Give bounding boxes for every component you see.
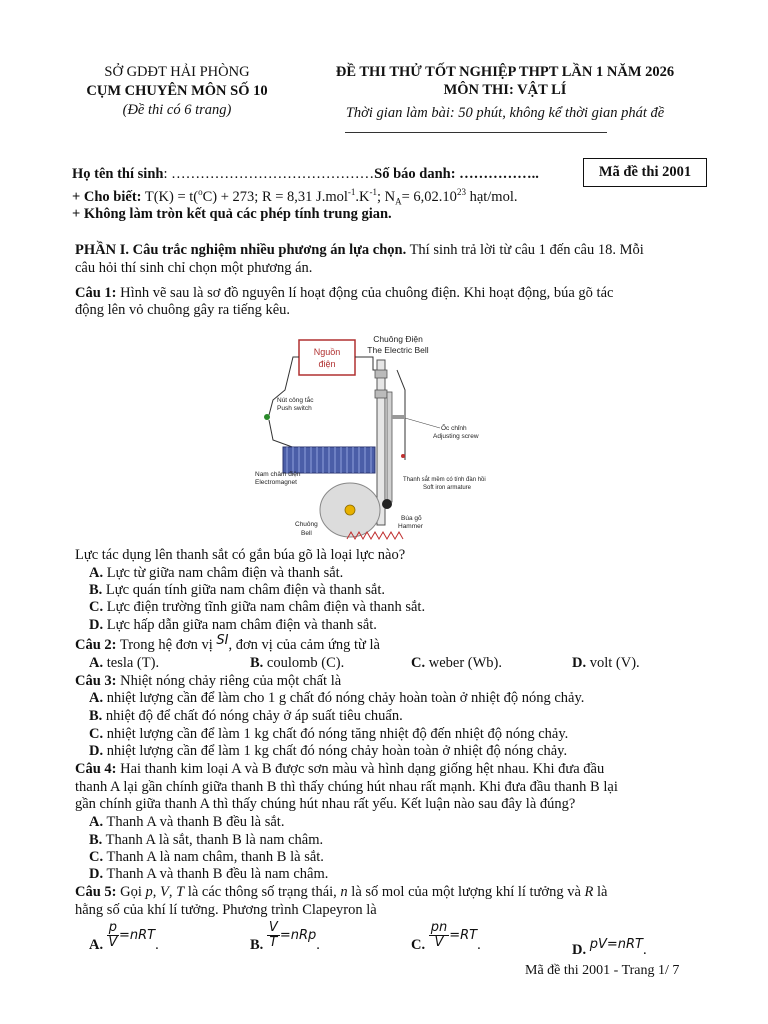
- option-key: D.: [572, 655, 587, 671]
- bell-title-en: The Electric Bell: [367, 345, 429, 355]
- option-text: nhiệt lượng cần để làm 1 kg chất đó nóng chảy hoàn toàn ở nhiệt độ nóng chảy.: [103, 743, 568, 759]
- armature-marker: [401, 454, 405, 458]
- option-key: B.: [89, 708, 103, 724]
- post-bolt: [375, 390, 387, 398]
- option-key: C.: [89, 599, 104, 615]
- equation-rhs: =RT: [449, 927, 478, 943]
- q1-option-d: [89, 617, 377, 634]
- wire: [269, 420, 295, 450]
- option-key: A.: [89, 690, 104, 706]
- q1-option-b: [89, 582, 385, 599]
- si-symbol: SI: [216, 633, 229, 648]
- power-label: Nguồn: [313, 347, 341, 357]
- push-switch-label: Nút công tắc: [277, 397, 314, 404]
- page-footer: Mã đề thi 2001 - Trang 1/ 7: [525, 963, 680, 978]
- armature-label: Thanh sắt mềm có tính đàn hồi: [403, 477, 486, 483]
- q1-text: Hình vẽ sau là sơ đồ nguyên lí hoạt động của chuông điện. Khi hoạt động, búa gõ tác: [116, 285, 614, 301]
- time-note: Thời gian làm bài: 50 phút, không kể thời gian phát đề: [345, 105, 665, 121]
- option-end: .: [155, 936, 159, 953]
- option-text: Thanh A là nam châm, thanh B là sắt.: [103, 849, 324, 865]
- option-key: D.: [89, 743, 104, 759]
- numerator: V: [268, 920, 278, 935]
- q3-stem: [75, 673, 341, 690]
- given-text: hạt/mol.: [465, 188, 518, 205]
- bell-title: Chuông Điện: [373, 334, 423, 344]
- name-dots: : ……………………………………: [163, 166, 375, 182]
- equation-rhs: =nRT: [119, 927, 156, 943]
- q5-text: ,: [168, 884, 177, 900]
- q5-text: ,: [152, 884, 160, 900]
- option-key: C.: [411, 936, 426, 953]
- pointer-line: [405, 418, 440, 428]
- q2-label: Câu 2:: [75, 637, 117, 653]
- q4-stem-2: thanh A lại gần chính giữa thanh B thì thấy chúng hút nhau rất mạnh. Khi đưa đầu thanh B lại: [75, 779, 618, 795]
- fraction: [107, 921, 119, 950]
- option-text: Lực điện trường tĩnh giữa nam châm điện và thanh sắt.: [103, 599, 426, 615]
- given-text: .K: [355, 188, 370, 205]
- denominator: T: [269, 935, 278, 950]
- q5-text: Gọi: [116, 884, 146, 900]
- part1-desc-2: câu hỏi thí sinh chỉ chọn một phương án.: [75, 260, 313, 276]
- option-text: nhiệt lượng cần để làm cho 1 g chất đó nóng chảy hoàn toàn ở nhiệt độ nóng chảy.: [103, 690, 585, 706]
- q2-option-d: [572, 655, 640, 672]
- option-text: Lực hấp dẫn giữa nam châm điện và thanh sắt.: [103, 617, 377, 633]
- q1-label: Câu 1:: [75, 285, 117, 301]
- q5-text: là: [593, 884, 608, 900]
- fraction: [429, 921, 450, 950]
- q5-option-c: [411, 920, 481, 953]
- exam-title: ĐỀ THI THỬ TỐT NGHIỆP THPT LẦN 1 NĂM 2026: [335, 64, 675, 80]
- part1-heading: PHẦN I. Câu trắc nghiệm nhiều phương án lựa chọn.: [75, 242, 407, 258]
- option-end: .: [643, 942, 647, 958]
- given-sup: -1: [347, 187, 356, 197]
- q5-option-b: [250, 920, 320, 953]
- q5-label: Câu 5:: [75, 884, 117, 900]
- q5-stem-2: hằng số của khí lí tưởng. Phương trình Clapeyron là: [75, 902, 377, 918]
- post-bolt: [375, 370, 387, 378]
- exam-code: Mã đề thi 2001: [598, 164, 692, 180]
- q2-option-c: [411, 655, 502, 672]
- given-text: C) + 273; R = 8,31 J.mol: [202, 188, 348, 205]
- q3-text: Nhiệt nóng chảy riêng của một chất là: [116, 673, 342, 689]
- option-key: B.: [89, 832, 103, 848]
- q1-stem-1: [75, 285, 613, 302]
- option-key: B.: [250, 655, 264, 671]
- option-text: Lực từ giữa nam châm điện và thanh sắt.: [103, 565, 344, 581]
- electric-bell-diagram: [255, 330, 520, 542]
- numerator: pn: [430, 920, 448, 935]
- q2-text: Trong hệ đơn vị: [116, 637, 217, 653]
- option-end: .: [316, 936, 320, 953]
- option-key: C.: [411, 655, 426, 671]
- screw-label-en: Adjusting screw: [433, 433, 479, 440]
- dept-name: SỞ GDĐT HẢI PHÒNG: [104, 64, 250, 80]
- given-sup: -1: [369, 187, 377, 197]
- var-t: T: [176, 884, 185, 900]
- q3-option-a: [89, 690, 584, 707]
- option-text: tesla (T).: [103, 655, 160, 671]
- option-key: C.: [89, 849, 104, 865]
- option-key: A.: [89, 936, 104, 953]
- q1-option-c: [89, 599, 425, 616]
- q4-option-a: [89, 814, 284, 831]
- denominator: V: [108, 935, 118, 950]
- option-text: nhiệt lượng cần để làm 1 kg chất đó nóng tăng nhiệt độ đến nhiệt độ nóng chảy.: [103, 726, 569, 742]
- q1-stem-2: động lên vỏ chuông gây ra tiếng kêu.: [75, 302, 291, 318]
- bell-label-en: Bell: [301, 530, 312, 537]
- q3-option-d: [89, 743, 567, 760]
- q4-option-d: [89, 866, 328, 883]
- q4-option-c: [89, 849, 324, 866]
- given-line: [72, 187, 518, 207]
- q4-option-b: [89, 832, 323, 849]
- option-key: A.: [89, 814, 104, 830]
- option-key: A.: [89, 655, 104, 671]
- subject-title: MÔN THI: VẬT LÍ: [443, 82, 567, 98]
- q1-question: Lực tác dụng lên thanh sắt có gắn búa gõ là loại lực nào?: [75, 547, 406, 563]
- option-text: coulomb (C).: [263, 655, 345, 671]
- q5-text: là số mol của một lượng khí lí tưởng và: [347, 884, 585, 900]
- q5-option-d: [572, 936, 647, 958]
- denominator: V: [434, 935, 444, 950]
- header-left: [60, 63, 294, 120]
- hammer-label: Búa gõ: [401, 515, 422, 522]
- q2-stem: [75, 633, 380, 654]
- var-n: n: [340, 884, 348, 900]
- option-end: .: [477, 936, 481, 953]
- soft-iron-armature: [387, 392, 392, 502]
- var-v: V: [160, 884, 169, 900]
- q1-option-a: [89, 565, 343, 582]
- numerator: p: [108, 920, 117, 935]
- q5-option-a: [89, 920, 159, 953]
- page-count-note: (Đề thi có 6 trang): [122, 102, 232, 118]
- option-key: B.: [250, 936, 264, 953]
- part1-desc: Thí sinh trả lời từ câu 1 đến câu 18. Mỗi: [406, 242, 644, 258]
- adjusting-screw: [392, 415, 404, 419]
- q4-label: Câu 4:: [75, 761, 117, 777]
- switch-icon: [264, 414, 270, 420]
- hammer-label-en: Hammer: [398, 523, 423, 530]
- q4-text: Hai thanh kim loại A và B được sơn màu và hình dạng giống hệt nhau. Khi đưa đầu: [116, 761, 605, 777]
- q3-option-c: [89, 726, 568, 743]
- q5-stem-1: [75, 884, 607, 901]
- student-info-line: [72, 166, 539, 183]
- option-text: nhiệt độ để chất đó nóng chảy ở áp suất tiêu chuẩn.: [102, 708, 403, 724]
- name-label: Họ tên thí sinh: [72, 166, 164, 182]
- given-text: T(K) = t(: [141, 188, 199, 205]
- magnet-label: Nam châm điện: [255, 471, 301, 478]
- header-divider: [345, 132, 607, 133]
- fraction: [267, 921, 280, 950]
- option-key: A.: [89, 565, 104, 581]
- option-key: D.: [572, 942, 587, 958]
- option-text: weber (Wb).: [425, 655, 502, 671]
- q4-stem-1: [75, 761, 604, 778]
- push-switch-label-en: Push switch: [277, 405, 312, 412]
- bell-label: Chuông: [295, 521, 318, 528]
- option-text: volt (V).: [586, 655, 640, 671]
- q4-stem-3: gần chính giữa thanh A thì thấy chúng hút nhau rất yếu. Kết luận nào sau đây là đúng?: [75, 796, 576, 812]
- option-key: B.: [89, 582, 103, 598]
- q3-label: Câu 3:: [75, 673, 117, 689]
- option-text: Thanh A là sắt, thanh B là nam châm.: [102, 832, 324, 848]
- q2-text: , đơn vị của cảm ứng từ là: [228, 637, 380, 653]
- var-p: p: [145, 884, 153, 900]
- q3-option-b: [89, 708, 403, 725]
- option-key: C.: [89, 726, 104, 742]
- given-sup: o: [198, 187, 203, 197]
- no-round-note: + Không làm tròn kết quả các phép tính trung gian.: [72, 206, 392, 222]
- bell-center: [345, 505, 355, 515]
- equation: pV=nRT: [589, 937, 643, 952]
- var-r: R: [584, 884, 594, 900]
- equation-rhs: =nRp: [279, 927, 317, 943]
- power-label-2: điện: [318, 359, 336, 369]
- q2-option-a: [89, 655, 159, 672]
- part1-intro: [75, 242, 644, 259]
- given-sub: A: [395, 196, 402, 207]
- q2-option-b: [250, 655, 344, 672]
- q5-text: là các thông số trạng thái,: [184, 884, 341, 900]
- armature-label-en: Soft iron armature: [423, 485, 472, 491]
- given-text: ; N: [377, 188, 396, 205]
- screw-label: Ốc chỉnh: [441, 425, 467, 432]
- magnet-label-en: Electromagnet: [255, 479, 297, 486]
- id-label: Số báo danh: ……………..: [374, 166, 539, 182]
- option-key: D.: [89, 617, 104, 633]
- cluster-name: CỤM CHUYÊN MÔN SỐ 10: [86, 83, 268, 99]
- given-sup: 23: [456, 187, 466, 197]
- header-right: [296, 63, 714, 124]
- exam-code-box: [583, 158, 707, 187]
- given-text: = 6,02.10: [401, 188, 457, 205]
- option-text: Thanh A và thanh B đều là sắt.: [103, 814, 285, 830]
- option-text: Thanh A và thanh B đều là nam châm.: [103, 866, 329, 882]
- given-label: + Cho biết:: [72, 188, 142, 205]
- hammer: [382, 499, 392, 509]
- option-text: Lực quán tính giữa nam châm điện và thanh sắt.: [102, 582, 385, 598]
- option-key: D.: [89, 866, 104, 882]
- wire: [355, 357, 379, 370]
- power-source-box: [299, 340, 355, 375]
